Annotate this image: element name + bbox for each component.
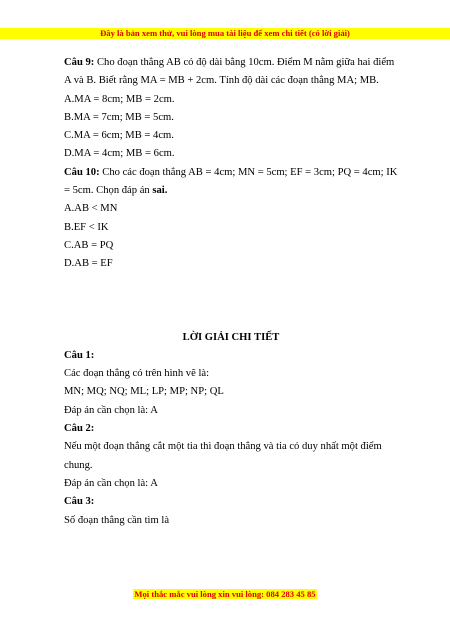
contact-footer-text: Mọi thắc mắc vui lòng xin vui lòng: 084 283 45 85 (134, 589, 316, 599)
solution-line: Đáp án cần chọn là: A (64, 404, 158, 416)
document-body (64, 54, 398, 530)
answer-option: B.MA = 7cm; MB = 5cm. (64, 111, 174, 123)
solution-title: LỜI GIẢI CHI TIẾT (182, 331, 280, 343)
solution-line: Đáp án cần chọn là: A (64, 477, 158, 489)
answer-option: C.AB = PQ (64, 239, 114, 251)
answer-option: A.AB < MN (64, 203, 118, 215)
solution-line: Số đoạn thẳng cần tìm là (64, 514, 170, 526)
answer-option: B.EF < IK (64, 221, 109, 233)
question-label: Câu 9: (64, 57, 95, 68)
question-emphasis: sai. (152, 185, 168, 197)
preview-banner (0, 28, 450, 39)
question-text: Cho các đoạn thẳng AB = 4cm; MN = 5cm; EF = 3cm; PQ = 4cm; IK = 5cm. Chọn đáp án (64, 166, 398, 197)
answer-option: A.MA = 8cm; MB = 2cm. (64, 93, 175, 105)
question-label: Câu 10: (64, 166, 100, 178)
question-9 (64, 54, 398, 91)
answer-option: C.MA = 6cm; MB = 4cm. (64, 130, 174, 142)
solution-line: Nếu một đoạn thẳng cắt một tia thì đoạn thẳng và tia có duy nhất một điểm chung. (64, 441, 382, 471)
solution-line: MN; MQ; NQ; ML; LP; MP; NP; QL (64, 386, 224, 398)
answer-option: D.MA = 4cm; MB = 6cm. (64, 148, 175, 160)
contact-footer (0, 589, 450, 600)
question-text: Cho đoạn thẳng AB có độ dài bằng 10cm. Điểm M nằm giữa hai điểm A và B. Biết rằng MA = MB + 2cm. Tính độ dài các đoạn thẳng MA; MB. (64, 57, 395, 87)
question-10 (64, 164, 398, 201)
solution-label: Câu 2: (64, 423, 95, 435)
answer-option: D.AB = EF (64, 258, 113, 270)
solution-line: Các đoạn thẳng có trên hình vẽ là: (64, 368, 210, 380)
solution-label: Câu 3: (64, 496, 95, 508)
preview-banner-text: Đây là bản xem thử, vui lòng mua tài liệu để xem chi tiết (có lời giải) (100, 28, 350, 38)
solution-label: Câu 1: (64, 349, 95, 361)
